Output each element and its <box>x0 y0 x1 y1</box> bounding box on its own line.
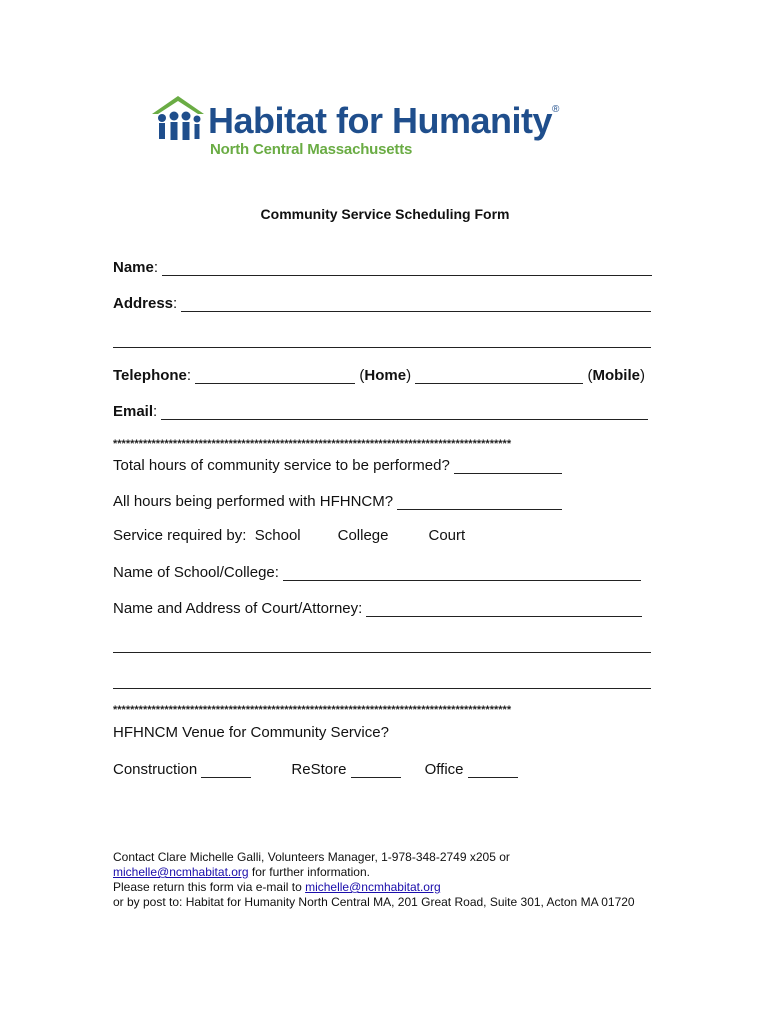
name-row: Name: <box>113 258 658 276</box>
email-row: Email: <box>113 402 658 420</box>
service-required-label: Service required by: <box>113 527 247 544</box>
venue-question-row <box>113 724 658 741</box>
address-field-2[interactable] <box>113 330 651 348</box>
hours-field[interactable] <box>454 456 562 474</box>
court-attorney-label: Name and Address of Court/Attorney: <box>113 600 363 617</box>
option-school[interactable]: School <box>254 527 301 544</box>
contact-line-3: Please return this form via e-mail to michelle@ncmhabitat.org <box>113 880 441 894</box>
option-court[interactable]: Court <box>428 527 466 544</box>
form-title: Community Service Scheduling Form <box>260 206 510 222</box>
court-attorney-row-3 <box>113 671 658 689</box>
court-attorney-field-3[interactable] <box>113 671 651 689</box>
name-label: Name <box>113 259 154 276</box>
logo-subtitle: North Central Massachusetts <box>210 141 413 158</box>
contact-line-4: or by post to: Habitat for Humanity North Central MA, 201 Great Road, Suite 301, Acton MA 01720 <box>113 895 635 909</box>
contact-line-2: michelle@ncmhabitat.org for further information. <box>113 865 370 879</box>
school-college-row <box>113 563 658 581</box>
contact-line-1: Contact Clare Michelle Galli, Volunteers Manager, 1-978-348-2749 x205 or <box>113 850 510 864</box>
venue-restore-label: ReStore <box>291 761 347 778</box>
venue-options-row <box>113 760 658 778</box>
telephone-label: Telephone <box>113 367 187 384</box>
school-college-field[interactable] <box>283 563 641 581</box>
email-label: Email <box>113 403 154 420</box>
school-college-label: Name of School/College: <box>113 564 279 581</box>
venue-construction-label: Construction <box>113 761 198 778</box>
venue-construction-field[interactable] <box>201 760 251 778</box>
hours-question: Total hours of community service to be performed? <box>113 457 450 474</box>
address-label: Address <box>113 295 174 312</box>
home-label: Home <box>364 367 407 384</box>
option-college[interactable]: College <box>337 527 389 544</box>
logo-wordmark: Habitat for Humanity® <box>208 100 559 141</box>
address-row: Address: <box>113 294 658 312</box>
venue-restore-field[interactable] <box>351 760 401 778</box>
contact-email-link[interactable]: michelle@ncmhabitat.org <box>113 865 249 879</box>
hfhncm-question: All hours being performed with HFHNCM? <box>113 493 394 510</box>
court-attorney-row <box>113 599 658 617</box>
court-attorney-field[interactable] <box>366 599 642 617</box>
separator-2: ********************************************************************************************* <box>113 704 512 716</box>
service-required-row <box>113 527 658 544</box>
separator-1: ********************************************************************************************* <box>113 438 512 450</box>
hfhncm-row <box>113 492 658 510</box>
habitat-logo <box>150 94 570 164</box>
return-email-link[interactable]: michelle@ncmhabitat.org <box>305 880 441 894</box>
contact-info <box>113 850 658 910</box>
hours-row <box>113 456 658 474</box>
venue-office-field[interactable] <box>468 760 518 778</box>
court-attorney-field-2[interactable] <box>113 635 651 653</box>
address-row-2 <box>113 330 658 348</box>
venue-office-label: Office <box>424 761 464 778</box>
telephone-row: Telephone: (Home) (Mobile) <box>113 367 645 384</box>
email-field[interactable] <box>161 402 648 420</box>
venue-question: HFHNCM Venue for Community Service? <box>113 724 389 741</box>
home-phone-field[interactable] <box>195 366 355 384</box>
hfhncm-field[interactable] <box>397 492 562 510</box>
court-attorney-row-2 <box>113 635 658 653</box>
mobile-label: Mobile <box>592 367 640 384</box>
address-field[interactable] <box>181 294 651 312</box>
name-field[interactable] <box>162 258 652 276</box>
house-people-icon <box>150 94 206 142</box>
mobile-phone-field[interactable] <box>415 366 583 384</box>
